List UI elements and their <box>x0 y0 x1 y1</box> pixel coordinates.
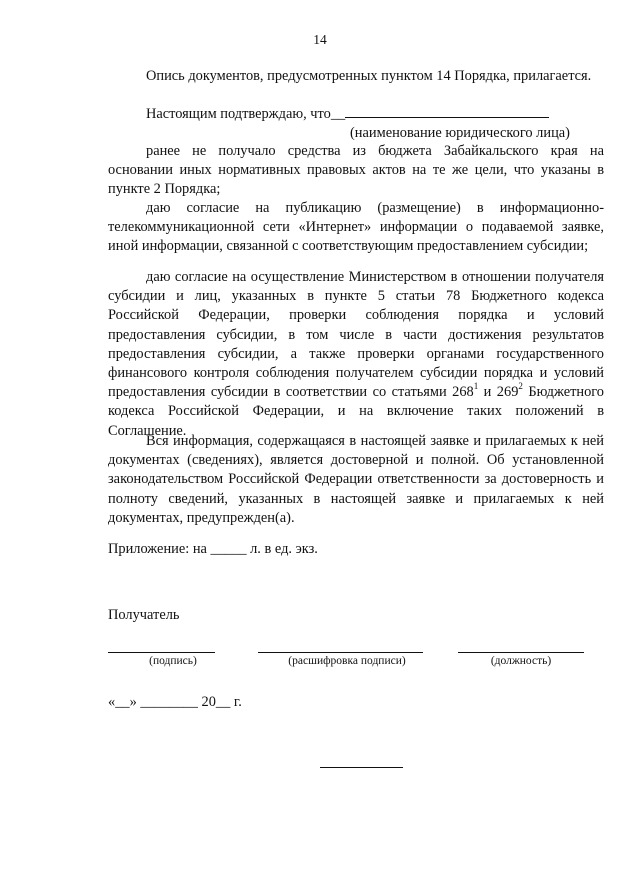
attachment-line <box>108 540 318 559</box>
entity-name-caption: (наименование юридического лица) <box>350 125 570 141</box>
attachment-blank: _____ <box>210 541 247 557</box>
confirmation-row <box>108 105 604 124</box>
truth-statement-paragraph <box>108 432 604 528</box>
audit-main: даю согласие на осуществление Министерством в отношении получателя субсидии и лиц, указанных в пункте 5 статьи 78 Бюджетного кодекса Российской Федерации, проверки соблюдения порядка и условий предоставления субсидии, в том числе в части достижения результатов предоставления субсидии, а также проверки органами государственного финансового контроля соблюдения получателем субсидии порядка и условий предоставления субсидии в соответствии со статьями 268 <box>108 269 604 401</box>
attachment-prefix: Приложение: на <box>108 541 207 557</box>
inventory-text: Опись документов, предусмотренных пунктом 14 Порядка, прилагается. <box>146 68 592 84</box>
decoding-line <box>258 652 423 653</box>
publication-consent-paragraph <box>108 199 604 257</box>
position-line <box>458 652 584 653</box>
attachment-suffix: л. в ед. экз. <box>246 541 318 557</box>
confirmation-line <box>108 105 604 124</box>
decoding-caption: (расшифровка подписи) <box>288 655 406 667</box>
publication-consent-text: даю согласие на публикацию (размещение) в информационно-телекоммуникационной сети «Интернет» информации о подаваемой заявке, иной информации, связанной с соответствующим предоставлением субсидии; <box>108 200 604 255</box>
page-number: 14 <box>313 32 327 47</box>
audit-consent-text <box>108 268 604 441</box>
signature-line <box>108 652 215 653</box>
superscript-2: 2 <box>518 381 523 392</box>
date-line: «__» ________ 20__ г. <box>108 694 242 710</box>
recipient-label: Получатель <box>108 607 180 623</box>
superscript-1: 1 <box>473 381 479 392</box>
signature-caption: (подпись) <box>149 655 197 667</box>
audit-consent-paragraph <box>108 268 604 441</box>
truth-statement-text: Вся информация, содержащаяся в настоящей заявке и прилагаемых к ней документах (сведениях), является достоверной и полной. Об установленной законодательством Российской Федерации ответственности за достоверность и полноту сведений, указанных в настоящей заявке и прилагаемых к ней документах, предупрежден(а). <box>108 433 604 526</box>
inventory-paragraph <box>108 67 604 86</box>
audit-tail: Бюджетного кодекса Российской Федерации, и на включение таких положений в Соглашение. <box>108 384 605 439</box>
not-received-text: ранее не получало средства из бюджета Забайкальского края на основании иных нормативных правовых актов на те же цели, что указаны в пункте 2 Порядка; <box>108 143 604 198</box>
not-received-paragraph <box>108 142 604 200</box>
confirmation-blank-underscore: __ <box>330 106 346 122</box>
position-caption: (должность) <box>490 655 552 667</box>
confirmation-prefix: Настоящим подтверждаю, что <box>146 106 331 122</box>
audit-and: и 269 <box>478 384 519 401</box>
legal-entity-blank-line <box>345 105 549 118</box>
bottom-separator-line <box>320 767 403 768</box>
